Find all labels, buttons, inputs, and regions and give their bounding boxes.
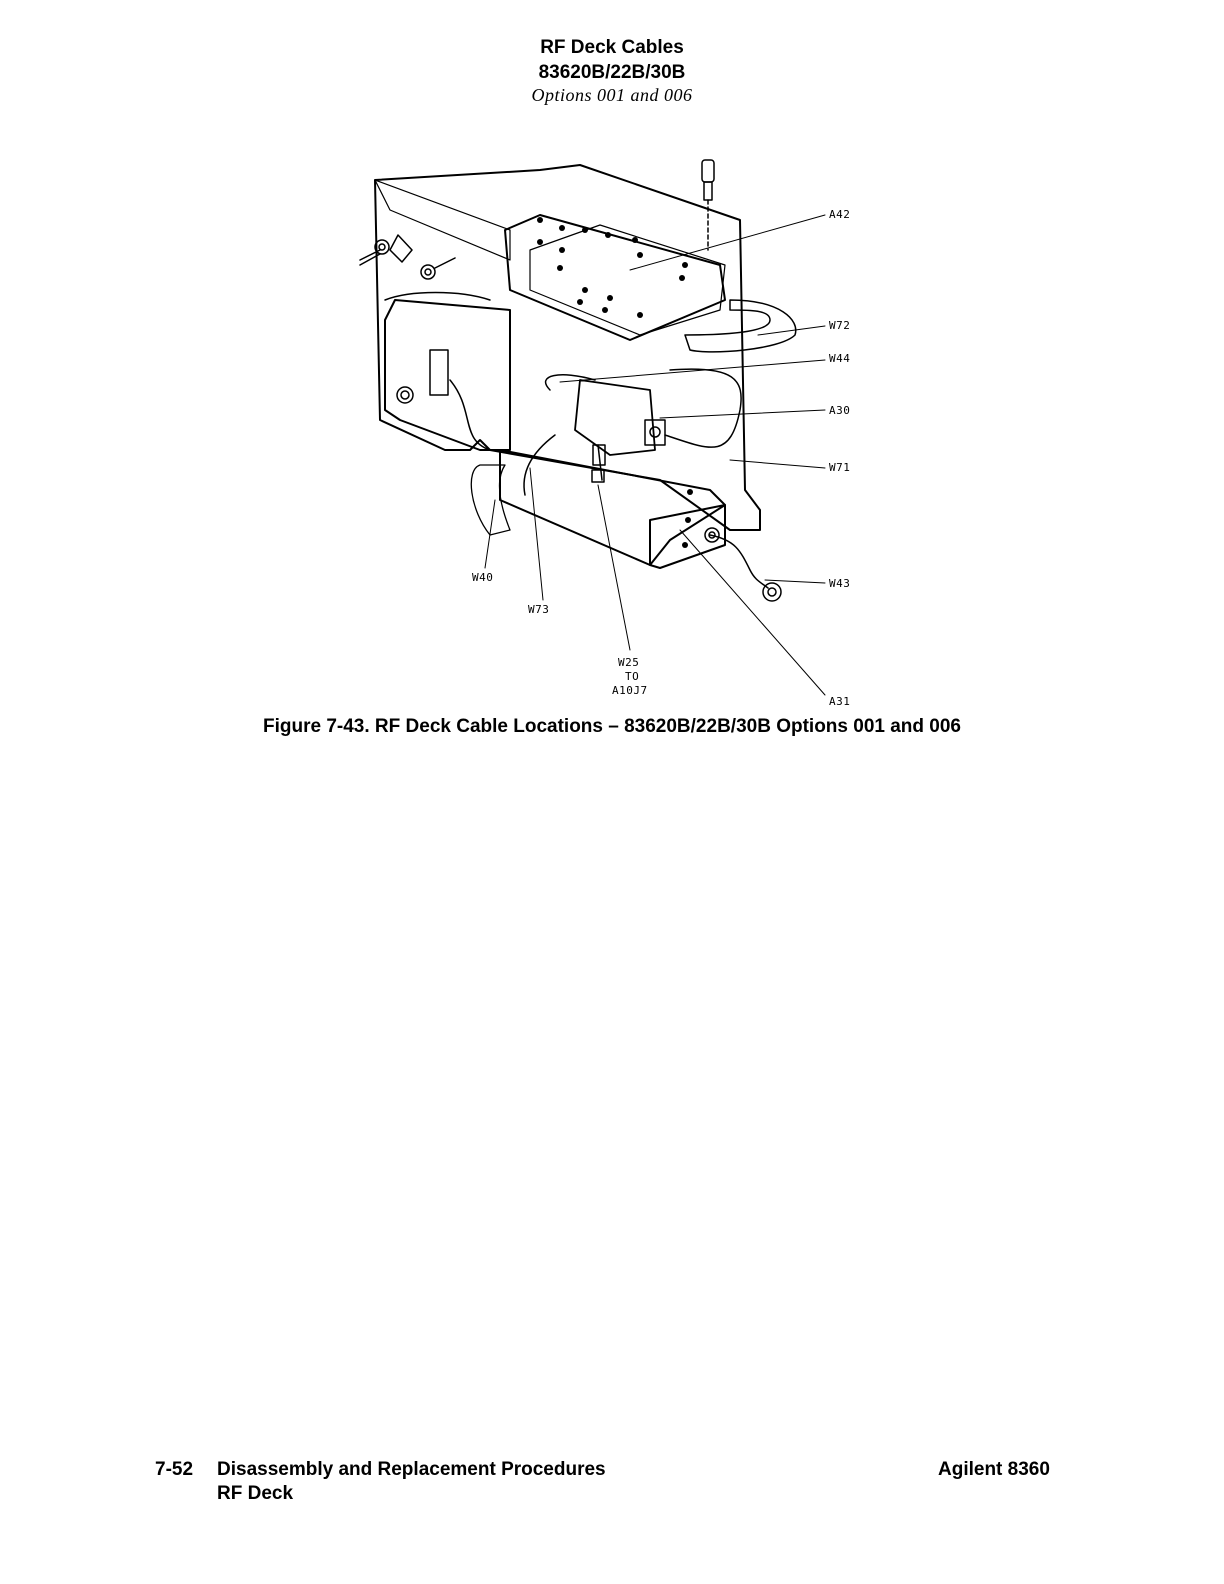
a42-module-top bbox=[530, 225, 725, 335]
a42-screw bbox=[702, 160, 714, 250]
callout-a31: A31 bbox=[829, 695, 851, 708]
w40-ribbon bbox=[471, 465, 510, 535]
leader-lines bbox=[485, 215, 825, 695]
page-title: RF Deck Cables bbox=[540, 37, 684, 58]
top-left-connectors bbox=[360, 235, 490, 300]
left-module-label bbox=[430, 350, 448, 395]
footer-product: Agilent 8360 bbox=[938, 1459, 1050, 1480]
callout-w40: W40 bbox=[472, 571, 494, 584]
a30-module bbox=[575, 380, 655, 455]
left-bracket bbox=[375, 180, 510, 260]
callout-w25: W25 bbox=[618, 656, 640, 669]
page-subtitle-models: 83620B/22B/30B bbox=[538, 62, 686, 83]
footer-subsection: RF Deck bbox=[217, 1483, 294, 1504]
page-number: 7-52 bbox=[155, 1459, 194, 1480]
callout-w44: W44 bbox=[829, 352, 851, 365]
figure-caption: Figure 7-43. RF Deck Cable Locations – 83620B/22B/30B Options 001 and 006 bbox=[263, 716, 961, 737]
left-cable bbox=[450, 380, 490, 450]
callout-a30: A30 bbox=[829, 404, 851, 417]
callout-w72: W72 bbox=[829, 319, 851, 332]
callout-w43: W43 bbox=[829, 577, 851, 590]
rf-deck-cable-diagram bbox=[340, 150, 900, 720]
a42-screws bbox=[537, 217, 688, 318]
callout-w71: W71 bbox=[829, 461, 851, 474]
w72-ribbon bbox=[685, 300, 796, 352]
left-connector bbox=[397, 387, 413, 403]
page-subtitle-options: Options 001 and 006 bbox=[531, 85, 693, 105]
callout-w73: W73 bbox=[528, 603, 550, 616]
w71-cable bbox=[665, 369, 741, 447]
callout-w25-to: TO bbox=[625, 670, 640, 683]
footer-section: Disassembly and Replacement Procedures bbox=[217, 1459, 606, 1480]
w43-cable bbox=[710, 535, 768, 588]
callout-a42: A42 bbox=[829, 208, 851, 221]
chassis-plate bbox=[375, 165, 760, 530]
w73-cable bbox=[524, 435, 555, 495]
callout-w25-dest: A10J7 bbox=[612, 684, 648, 697]
w44-cable bbox=[546, 375, 595, 390]
a42-module bbox=[505, 215, 725, 340]
w25-cable bbox=[598, 445, 602, 480]
